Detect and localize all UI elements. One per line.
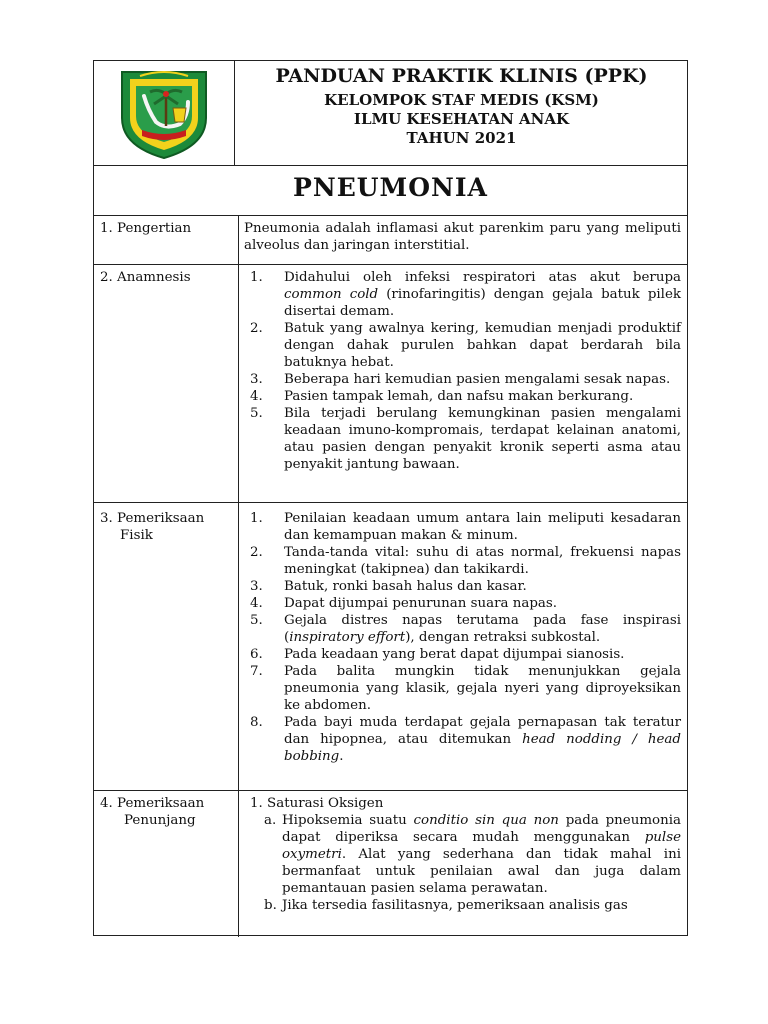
section-content-pengertian: Pneumonia adalah inflamasi akut parenkim paru yang meliputi alveolus dan jaringan interstitial. <box>244 221 681 253</box>
row-divider <box>94 215 687 216</box>
list-item: b. Jika tersedia fasilitasnya, pemeriksaan analisis gas <box>264 898 628 913</box>
list-item: 6. Pada keadaan yang berat dapat dijumpai sianosis. <box>250 647 625 662</box>
list-item: 2. Tanda-tanda vital: suhu di atas normal, frekuensi napas meningkat (takipnea) dan takikardi. <box>250 545 681 577</box>
list-item: 3. Beberapa hari kemudian pasien mengalami sesak napas. <box>250 372 671 387</box>
section-label-penunjang: 4. Pemeriksaan Penunjang <box>100 796 205 828</box>
section-content-anamnesis <box>244 269 681 473</box>
year-line: TAHUN 2021 <box>406 129 517 147</box>
list-item: 4. Pasien tampak lemah, dan nafsu makan berkurang. <box>250 389 634 404</box>
section-content-penunjang <box>244 795 681 914</box>
column-divider <box>238 215 239 937</box>
department-line: ILMU KESEHATAN ANAK <box>353 110 570 128</box>
list-item: 2. Batuk yang awalnya kering, kemudian menjadi produktif dengan dahak purulen bahkan dapat berdarah bila batuknya hebat. <box>250 321 681 370</box>
section-label-fisik: 3. Pemeriksaan Fisik <box>100 511 205 543</box>
list-item: a. Hipoksemia suatu conditio sin qua non pada pneumonia dapat diperiksa secara mudah menggunakan pulse oxymetri. Alat yang sederhana dan tidak mahal ini bermanfaat untuk penilaian awal dan juga dalam pemantauan pasien selama perawatan. <box>264 813 681 896</box>
page-title: PNEUMONIA <box>293 173 488 202</box>
row-divider <box>94 502 687 503</box>
regional-emblem-icon <box>118 66 210 162</box>
list-item: 7. Pada balita mungkin tidak menunjukkan gejala pneumonia yang klasik, gejala nyeri yang diproyeksikan ke abdomen. <box>250 664 681 713</box>
document-title: PANDUAN PRAKTIK KLINIS (PPK) <box>275 65 648 87</box>
section-content-fisik <box>244 510 681 765</box>
row-divider <box>94 790 687 791</box>
section-label-anamnesis: 2. Anamnesis <box>100 270 191 285</box>
list-item: 5. Gejala distres napas terutama pada fase inspirasi (inspiratory effort), dengan retraksi subkostal. <box>250 613 681 645</box>
list-item: 3. Batuk, ronki basah halus dan kasar. <box>250 579 527 594</box>
list-item: 1. Saturasi Oksigen <box>250 796 384 811</box>
list-item: 1. Didahului oleh infeksi respiratori atas akut berupa common cold (rinofaringitis) dengan gejala batuk pilek disertai demam. <box>250 270 681 319</box>
list-item: 5. Bila terjadi berulang kemungkinan pasien mengalami keadaan imuno-kompromais, terdapat kelainan anatomi, atau pasien dengan penyakit kronik seperti asma atau penyakit jantung bawaan. <box>250 406 681 472</box>
ksm-line: KELOMPOK STAF MEDIS (KSM) <box>324 91 599 109</box>
row-divider <box>94 264 687 265</box>
section-label-pengertian: 1. Pengertian <box>100 221 192 236</box>
row-divider <box>94 165 687 166</box>
list-item: 8. Pada bayi muda terdapat gejala pernapasan tak teratur dan hipopnea, atau ditemukan head nodding / head bobbing. <box>250 715 681 764</box>
list-item: 1. Penilaian keadaan umum antara lain meliputi kesadaran dan kemampuan makan & minum. <box>250 511 681 543</box>
guideline-table <box>93 60 688 936</box>
list-item: 4. Dapat dijumpai penurunan suara napas. <box>250 596 558 611</box>
